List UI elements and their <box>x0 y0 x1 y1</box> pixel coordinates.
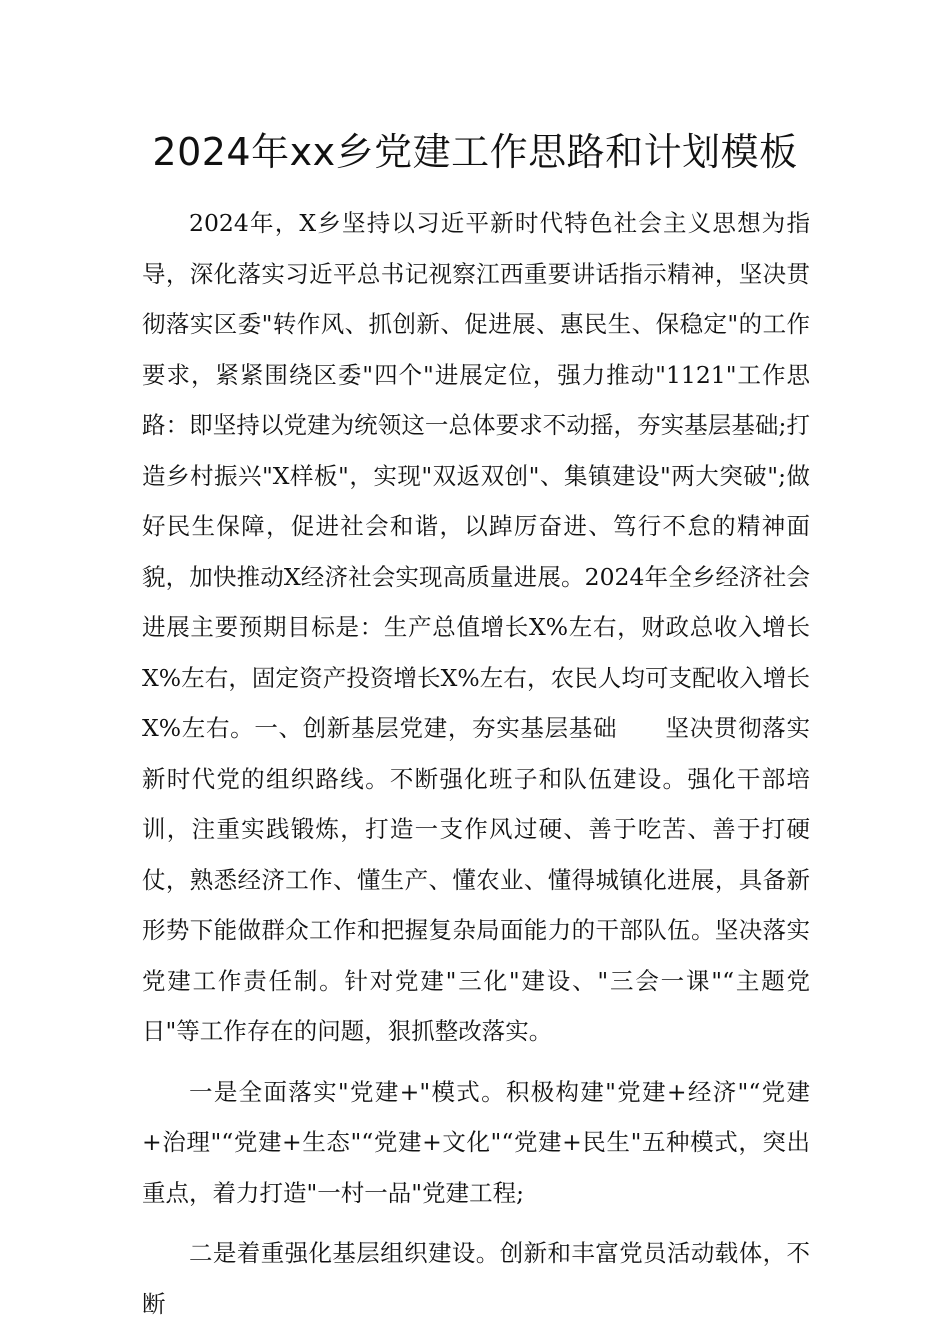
paragraph-intro: 2024年，X乡坚持以习近平新时代特色社会主义思想为指导，深化落实习近平总书记视察江西重要讲话指示精神，坚决贯彻落实区委"转作风、抓创新、促进展、惠民生、保稳定"的工作要求，紧紧围绕区委"四个"进展定位，强力推动"1121"工作思路：即坚持以党建为统领这一总体要求不动摇，夯实基层基础;打造乡村振兴"X样板"，实现"双返双创"、集镇建设"两大突破";做好民生保障，促进社会和谐，以踔厉奋进、笃行不怠的精神面貌，加快推动X经济社会实现高质量进展。2024年全乡经济社会进展主要预期目标是：生产总值增长X%左右，财政总收入增长X%左右，固定资产投资增长X%左右，农民人均可支配收入增长X%左右。一、创新基层党建，夯实基层基础 坚决贯彻落实新时代党的组织路线。不断强化班子和队伍建设。强化干部培训，注重实践锻炼，打造一支作风过硬、善于吃苦、善于打硬仗，熟悉经济工作、懂生产、懂农业、懂得城镇化进展，具备新形势下能做群众工作和把握复杂局面能力的干部队伍。坚决落实党建工作责任制。针对党建"三化"建设、"三会一课"“主题党日"等工作存在的问题，狠抓整改落实。 <box>142 209 810 1045</box>
document-title: 2024年xx乡党建工作思路和计划模板 <box>152 130 798 174</box>
paragraph-point-one: 一是全面落实"党建+"模式。积极构建"党建+经济"“党建+治理"“党建+生态"“党建+文化"“党建+民生"五种模式，突出重点，着力打造"一村一品"党建工程; <box>142 1077 810 1207</box>
document-body <box>142 198 810 1339</box>
paragraph-point-two: 二是着重强化基层组织建设。创新和丰富党员活动载体，不断 <box>142 1239 810 1318</box>
